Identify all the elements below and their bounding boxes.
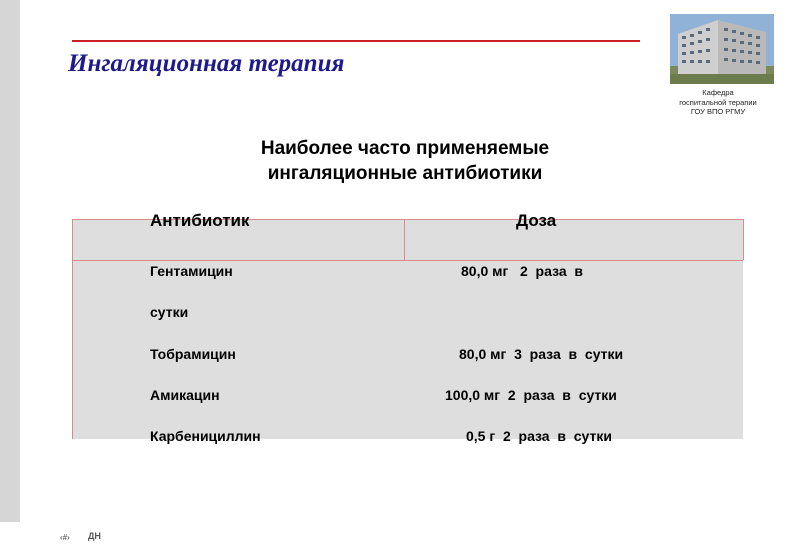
table-cell-antibiotic: Гентамицин xyxy=(150,263,233,279)
table-column-divider xyxy=(404,219,405,260)
logo-caption xyxy=(660,88,776,117)
university-building-logo xyxy=(670,14,774,84)
subtitle-line: ингаляционные антибиотики xyxy=(267,163,543,184)
slide-number: ‹#› xyxy=(60,533,70,542)
logo-caption-line: ГОУ ВПО РГМУ xyxy=(690,107,746,116)
table-cell-antibiotic: сутки xyxy=(150,304,189,320)
table-cell-dose: 80,0 мг 2 раза в xyxy=(461,263,584,279)
table-cell-antibiotic: Тобрамицин xyxy=(150,346,236,362)
subtitle-line: Наиболее часто применяемые xyxy=(260,138,550,159)
footer-author-tag: ДН xyxy=(88,531,101,541)
table-header-dose: Доза xyxy=(516,211,557,230)
table-cell-dose: 0,5 г 2 раза в сутки xyxy=(466,428,612,444)
table-cell-dose: 100,0 мг 2 раза в сутки xyxy=(445,387,617,403)
slide-title: Ингаляционная терапия xyxy=(68,50,345,77)
slide-subtitle xyxy=(160,136,650,186)
antibiotics-table xyxy=(72,219,743,439)
title-underline-rule xyxy=(72,40,640,42)
table-cell-antibiotic: Амикацин xyxy=(150,387,220,403)
table-cell-dose: 80,0 мг 3 раза в сутки xyxy=(459,346,624,362)
left-sidebar-bar xyxy=(0,0,20,522)
table-header-antibiotic: Антибиотик xyxy=(150,211,250,230)
table-header-divider xyxy=(72,260,743,261)
table-left-border xyxy=(72,219,73,439)
logo-caption-line: госпитальной терапии xyxy=(679,97,757,107)
logo-caption-line: Кафедра xyxy=(702,88,734,97)
table-cell-antibiotic: Карбенициллин xyxy=(150,428,261,444)
table-right-border xyxy=(743,219,744,260)
